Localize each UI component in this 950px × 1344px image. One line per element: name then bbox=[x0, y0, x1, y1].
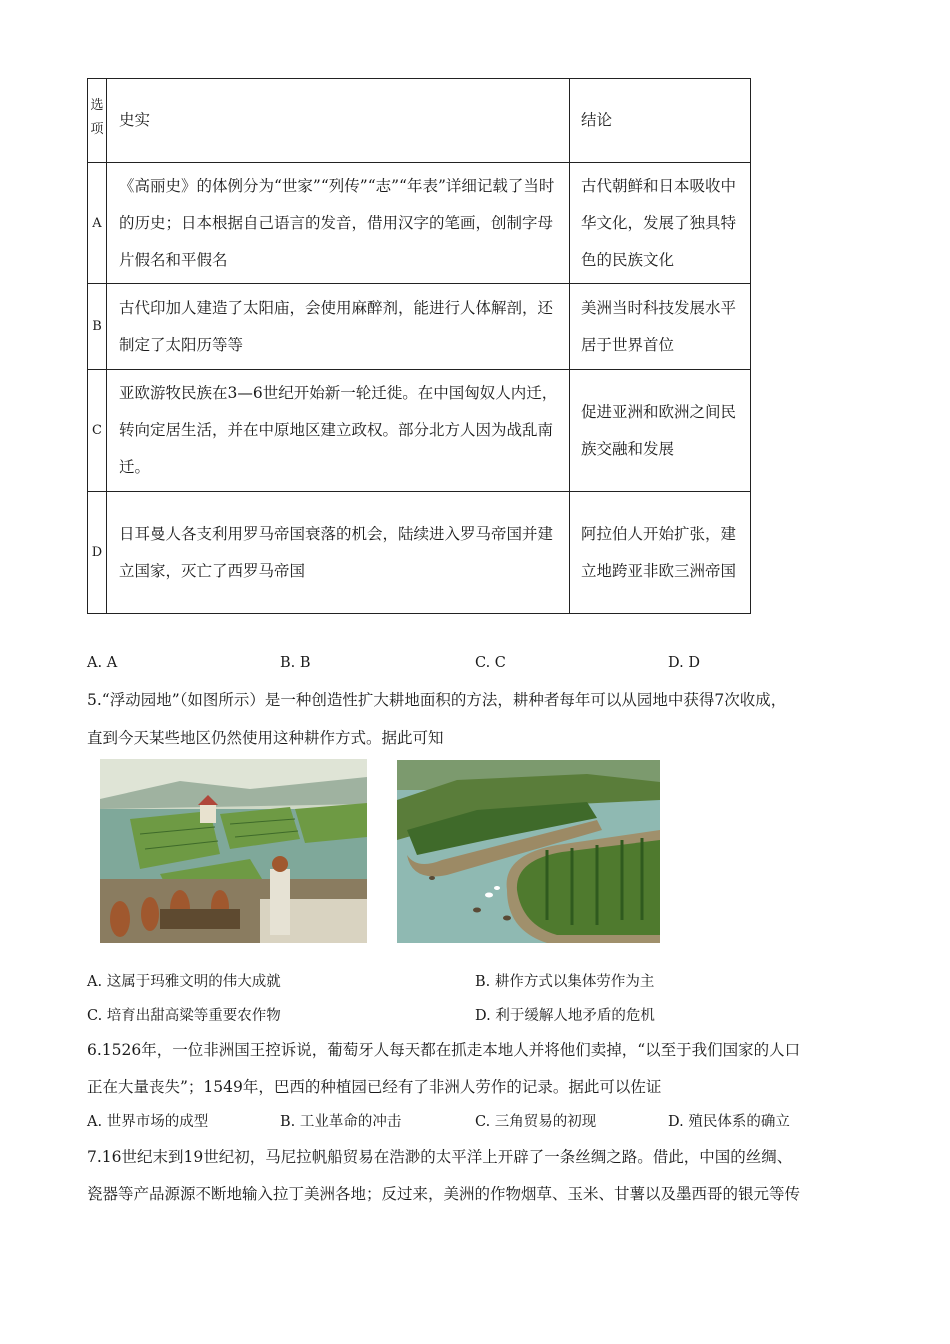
question-4-table bbox=[87, 78, 751, 614]
q6-choice-c[interactable]: C. 三角贸易的初现 bbox=[475, 1114, 597, 1130]
q5-choice-b[interactable]: B. 耕作方式以集体劳作为主 bbox=[475, 974, 655, 990]
row-d-option: D bbox=[88, 492, 107, 614]
q5-stem-line2: 直到今天某些地区仍然使用这种耕作方式。据此可知 bbox=[87, 729, 444, 747]
floating-garden-model-photo bbox=[397, 760, 660, 943]
q7-stem-line1: 7.16世纪末到19世纪初，马尼拉帆船贸易在浩渺的太平洋上开辟了一条丝绸之路。借此，中国的丝绸、 bbox=[87, 1148, 793, 1166]
q6-stem-line2: 正在大量丧失”；1549年，巴西的种植园已经有了非洲人劳作的记录。据此可以佐证 bbox=[87, 1078, 662, 1096]
q6-stem-line1: 6.1526年，一位非洲国王控诉说，葡萄牙人每天都在抓走本地人并将他们卖掉，“以至于我们国家的人口 bbox=[87, 1041, 801, 1059]
q5-stem-line1: 5.“浮动园地”（如图所示）是一种创造性扩大耕地面积的方法，耕种者每年可以从园地中获得7次收成， bbox=[87, 691, 787, 709]
q4-choice-c[interactable]: C. C bbox=[475, 655, 506, 671]
row-d-fact: 日耳曼人各支利用罗马帝国衰落的机会，陆续进入罗马帝国并建立国家，灭亡了西罗马帝国 bbox=[107, 492, 570, 614]
q4-choice-b[interactable]: B. B bbox=[280, 655, 311, 671]
row-c-option: C bbox=[88, 370, 107, 492]
q5-choice-d[interactable]: D. 利于缓解人地矛盾的危机 bbox=[475, 1008, 655, 1024]
row-c-fact: 亚欧游牧民族在3—6世纪开始新一轮迁徙。在中国匈奴人内迁，转向定居生活，并在中原地区建立政权。部分北方人因为战乱南迁。 bbox=[107, 370, 570, 492]
row-a-fact: 《高丽史》的体例分为“世家”“列传”“志”“年表”详细记载了当时的历史；日本根据自己语言的发音，借用汉字的笔画，创制字母片假名和平假名 bbox=[107, 163, 570, 284]
row-b-conclusion: 美洲当时科技发展水平居于世界首位 bbox=[570, 284, 751, 370]
header-fact: 史实 bbox=[107, 79, 570, 163]
q4-choice-a[interactable]: A. A bbox=[87, 655, 118, 671]
q5-choice-c[interactable]: C. 培育出甜高粱等重要农作物 bbox=[87, 1008, 281, 1024]
row-b-fact: 古代印加人建造了太阳庙，会使用麻醉剂，能进行人体解剖，还制定了太阳历等等 bbox=[107, 284, 570, 370]
q4-choice-d[interactable]: D. D bbox=[668, 655, 700, 671]
row-b-option: B bbox=[88, 284, 107, 370]
floating-garden-painting bbox=[100, 759, 367, 943]
header-conclusion: 结论 bbox=[570, 79, 751, 163]
row-a-conclusion: 古代朝鲜和日本吸收中华文化，发展了独具特色的民族文化 bbox=[570, 163, 751, 284]
row-d-conclusion: 阿拉伯人开始扩张，建立地跨亚非欧三洲帝国 bbox=[570, 492, 751, 614]
q6-choice-d[interactable]: D. 殖民体系的确立 bbox=[668, 1114, 790, 1130]
q7-stem-line2: 瓷器等产品源源不断地输入拉丁美洲各地；反过来，美洲的作物烟草、玉米、甘薯以及墨西哥的银元等传 bbox=[87, 1185, 801, 1203]
q5-choice-a[interactable]: A. 这属于玛雅文明的伟大成就 bbox=[87, 974, 281, 990]
header-option: 选项 bbox=[88, 79, 107, 163]
row-c-conclusion: 促进亚洲和欧洲之间民族交融和发展 bbox=[570, 370, 751, 492]
q6-choice-b[interactable]: B. 工业革命的冲击 bbox=[280, 1114, 402, 1130]
q6-choice-a[interactable]: A. 世界市场的成型 bbox=[87, 1114, 209, 1130]
row-a-option: A bbox=[88, 163, 107, 284]
